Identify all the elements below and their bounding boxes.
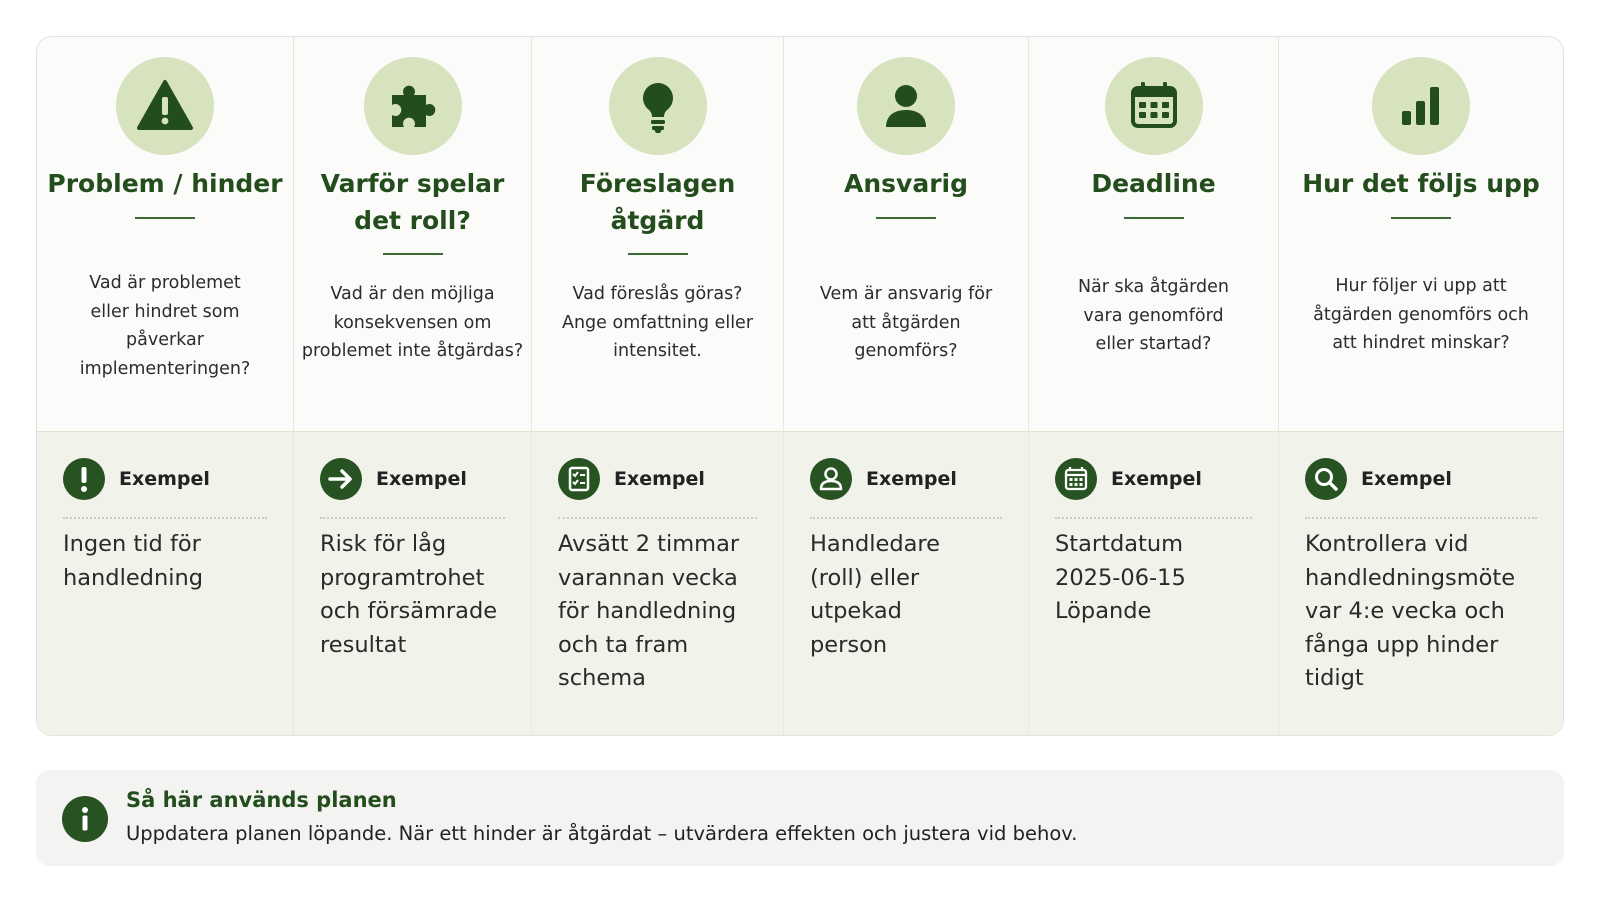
column-header xyxy=(1279,37,1563,431)
person-icon xyxy=(857,57,955,155)
magnifier-icon xyxy=(1305,458,1347,500)
column-deadline xyxy=(1029,37,1279,735)
column-why-it-matters xyxy=(294,37,532,735)
title-underline xyxy=(135,217,195,219)
column-description: Vem är ansvarig för att åtgärden genomförs? xyxy=(819,284,993,361)
calendar-small-icon xyxy=(1055,458,1097,500)
column-header xyxy=(294,37,531,431)
checklist-icon xyxy=(558,458,600,500)
column-header xyxy=(784,37,1028,431)
example-label: Exempel xyxy=(1111,468,1202,490)
lightbulb-icon xyxy=(609,57,707,155)
example-header xyxy=(810,458,957,500)
exclamation-icon xyxy=(63,458,105,500)
note-text: Uppdatera planen löpande. När ett hinder är åtgärdat – utvärdera effekten och justera vid behov. xyxy=(126,822,1078,845)
title-underline xyxy=(628,253,688,255)
example-text: Ingen tid för handledning xyxy=(63,531,204,591)
example-label: Exempel xyxy=(614,468,705,490)
usage-note xyxy=(36,770,1564,866)
column-title: Ansvarig xyxy=(844,169,968,198)
example-header xyxy=(63,458,210,500)
example-label: Exempel xyxy=(376,468,467,490)
example-panel xyxy=(1029,431,1278,735)
column-title: Hur det följs upp xyxy=(1302,169,1540,198)
example-panel xyxy=(37,431,293,735)
example-panel xyxy=(294,431,531,735)
title-underline xyxy=(383,253,443,255)
example-header xyxy=(320,458,467,500)
example-text: Kontrollera vid handledningsmöte var 4:e vecka och fånga upp hinder tidigt xyxy=(1305,531,1516,692)
column-follow-up xyxy=(1279,37,1563,735)
column-description: Vad är den möjliga konsekvensen om problemet inte åtgärdas? xyxy=(301,284,524,361)
dotted-divider xyxy=(63,517,267,519)
example-label: Exempel xyxy=(866,468,957,490)
column-responsible xyxy=(784,37,1029,735)
column-header xyxy=(532,37,783,431)
column-description: Hur följer vi upp att åtgärden genomförs och att hindret minskar? xyxy=(1313,276,1529,353)
column-header xyxy=(37,37,293,431)
dotted-divider xyxy=(1055,517,1252,519)
dotted-divider xyxy=(558,517,757,519)
dotted-divider xyxy=(1305,517,1537,519)
calendar-icon xyxy=(1105,57,1203,155)
column-title: Föreslagen åtgärd xyxy=(579,169,736,235)
info-icon xyxy=(62,796,108,842)
title-underline xyxy=(1124,217,1184,219)
column-title: Deadline xyxy=(1091,169,1216,198)
column-description: Vad föreslås göras? Ange omfattning eller intensitet. xyxy=(561,284,754,361)
note-title: Så här används planen xyxy=(126,788,397,812)
column-proposed-action xyxy=(532,37,784,735)
warning-icon xyxy=(116,57,214,155)
bar-chart-icon xyxy=(1372,57,1470,155)
example-text: Startdatum 2025-06-15 Löpande xyxy=(1055,531,1186,625)
example-text: Handledare (roll) eller utpekad person xyxy=(810,531,941,658)
title-underline xyxy=(1391,217,1451,219)
puzzle-icon xyxy=(364,57,462,155)
example-header xyxy=(1305,458,1452,500)
arrow-right-icon xyxy=(320,458,362,500)
user-outline-icon xyxy=(810,458,852,500)
dotted-divider xyxy=(320,517,505,519)
title-underline xyxy=(876,217,936,219)
example-label: Exempel xyxy=(1361,468,1452,490)
action-plan-table xyxy=(36,36,1564,736)
dotted-divider xyxy=(810,517,1002,519)
example-text: Risk för låg programtrohet och försämrade resultat xyxy=(320,531,498,658)
column-problem xyxy=(37,37,294,735)
column-description: När ska åtgärden vara genomförd eller startad? xyxy=(1077,277,1230,354)
column-title: Problem / hinder xyxy=(47,169,283,198)
example-header xyxy=(558,458,705,500)
example-panel xyxy=(532,431,783,735)
column-title: Varför spelar det roll? xyxy=(320,169,505,235)
example-panel xyxy=(784,431,1028,735)
example-label: Exempel xyxy=(119,468,210,490)
example-panel xyxy=(1279,431,1563,735)
example-header xyxy=(1055,458,1202,500)
column-description: Vad är problemet eller hindret som påverkar implementeringen? xyxy=(79,273,251,379)
example-text: Avsätt 2 timmar varannan vecka för handledning och ta fram schema xyxy=(558,531,740,692)
column-header xyxy=(1029,37,1278,431)
